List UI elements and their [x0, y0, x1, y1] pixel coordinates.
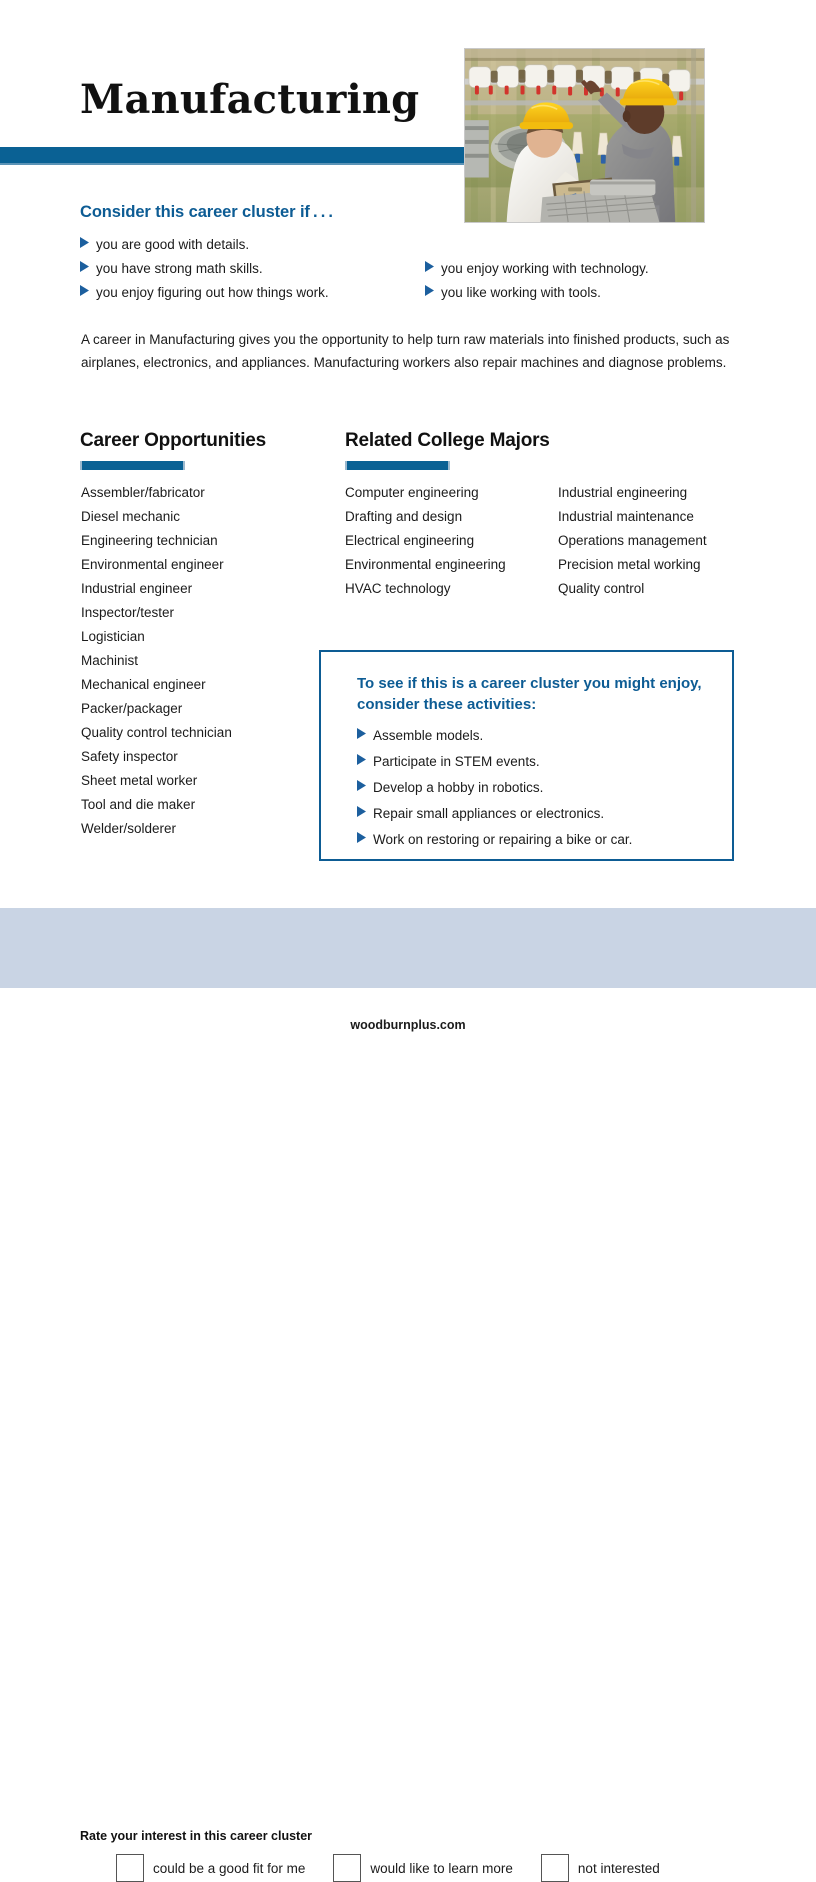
rate-option-learn-more[interactable]: [333, 1854, 513, 1882]
list-item: Quality control: [558, 581, 645, 596]
list-item: [357, 827, 722, 853]
rate-option-not-interested[interactable]: [541, 1854, 660, 1882]
list-item-label: you enjoy working with technology.: [441, 261, 649, 276]
careers-heading-rule: [80, 461, 185, 470]
list-item: Inspector/tester: [81, 605, 175, 620]
list-item: Safety inspector: [81, 749, 178, 764]
triangle-bullet-icon: [357, 754, 373, 765]
list-item: [357, 801, 722, 827]
rate-option-label: not interested: [577, 1860, 660, 1876]
consider-column-left: [80, 233, 420, 305]
majors-list-column-2: [558, 481, 768, 601]
checkbox-good-fit[interactable]: [116, 1854, 144, 1882]
list-item: Precision metal working: [558, 557, 701, 572]
activities-list: [357, 723, 722, 853]
triangle-bullet-icon: [80, 261, 96, 272]
list-item: Welder/solderer: [81, 821, 177, 836]
list-item: Drafting and design: [345, 509, 463, 524]
list-item: [425, 257, 745, 281]
list-item: [357, 723, 722, 749]
list-item: Mechanical engineer: [81, 677, 206, 692]
careers-list: [81, 481, 311, 841]
majors-heading: Related College Majors: [345, 430, 550, 451]
rate-option-label: would like to learn more: [370, 1860, 513, 1876]
consider-heading: Consider this career cluster if . . .: [80, 203, 333, 221]
list-item: [357, 749, 722, 775]
list-item-label: Develop a hobby in robotics.: [373, 780, 544, 795]
triangle-bullet-icon: [357, 780, 373, 791]
triangle-bullet-icon: [357, 832, 373, 843]
activities-box: [319, 650, 734, 861]
majors-list-column-1: [345, 481, 555, 601]
list-item-label: you like working with tools.: [441, 285, 601, 300]
header-accent-bar: [0, 147, 464, 163]
triangle-bullet-icon: [425, 285, 441, 296]
page-title: Manufacturing: [80, 76, 420, 123]
list-item: Industrial engineering: [558, 485, 688, 500]
intro-paragraph: A career in Manufacturing gives you the opportunity to help turn raw materials into finished products, such as airplanes, electronics, and appliances. Manufacturing workers also repair machines and diagnose problems.: [81, 332, 730, 370]
rate-interest-options: [116, 1854, 660, 1882]
careers-heading: Career Opportunities: [80, 430, 267, 451]
list-item: Packer/packager: [81, 701, 183, 716]
triangle-bullet-icon: [80, 237, 96, 248]
list-item: HVAC technology: [345, 581, 451, 596]
factory-workers-photo: [464, 48, 705, 223]
triangle-bullet-icon: [357, 728, 373, 739]
list-item: Industrial maintenance: [558, 509, 694, 524]
checkbox-learn-more[interactable]: [333, 1854, 361, 1882]
factory-photo-illustration: [465, 49, 704, 222]
list-item: Industrial engineer: [81, 581, 193, 596]
list-item: Assembler/fabricator: [81, 485, 205, 500]
list-item-label: Repair small appliances or electronics.: [373, 806, 605, 821]
list-item: [80, 281, 420, 305]
triangle-bullet-icon: [80, 285, 96, 296]
list-item: Engineering technician: [81, 533, 218, 548]
list-item-label: Assemble models.: [373, 728, 484, 743]
header-accent-bar-thin: [0, 163, 464, 165]
list-item-label: you have strong math skills.: [96, 261, 263, 276]
list-item: Machinist: [81, 653, 139, 668]
list-item: Electrical engineering: [345, 533, 475, 548]
checkbox-not-interested[interactable]: [541, 1854, 569, 1882]
list-item-label: you are good with details.: [96, 237, 250, 252]
list-item: [425, 281, 745, 305]
list-item: [80, 257, 420, 281]
triangle-bullet-icon: [425, 261, 441, 272]
list-item-label: Participate in STEM events.: [373, 754, 540, 769]
list-item: Diesel mechanic: [81, 509, 181, 524]
footer-website: woodburnplus.com: [350, 1018, 466, 1032]
list-item: Environmental engineer: [81, 557, 224, 572]
activities-title: To see if this is a career cluster you might enjoy, consider these activities:: [357, 675, 702, 713]
list-item: Logistician: [81, 629, 145, 644]
list-item-label: Work on restoring or repairing a bike or car.: [373, 832, 633, 847]
majors-heading-rule: [345, 461, 450, 470]
rate-interest-title: Rate your interest in this career cluster: [80, 1829, 313, 1843]
list-item: Quality control technician: [81, 725, 232, 740]
list-item: [357, 775, 722, 801]
list-item: Sheet metal worker: [81, 773, 198, 788]
list-item-label: you enjoy figuring out how things work.: [96, 285, 329, 300]
triangle-bullet-icon: [357, 806, 373, 817]
list-item: Environmental engineering: [345, 557, 506, 572]
list-item: Computer engineering: [345, 485, 479, 500]
list-item: Tool and die maker: [81, 797, 196, 812]
list-item: Operations management: [558, 533, 707, 548]
list-item: [80, 233, 420, 257]
rate-option-label: could be a good fit for me: [153, 1860, 306, 1876]
rate-option-good-fit[interactable]: [116, 1854, 305, 1882]
consider-column-right: [425, 233, 745, 305]
